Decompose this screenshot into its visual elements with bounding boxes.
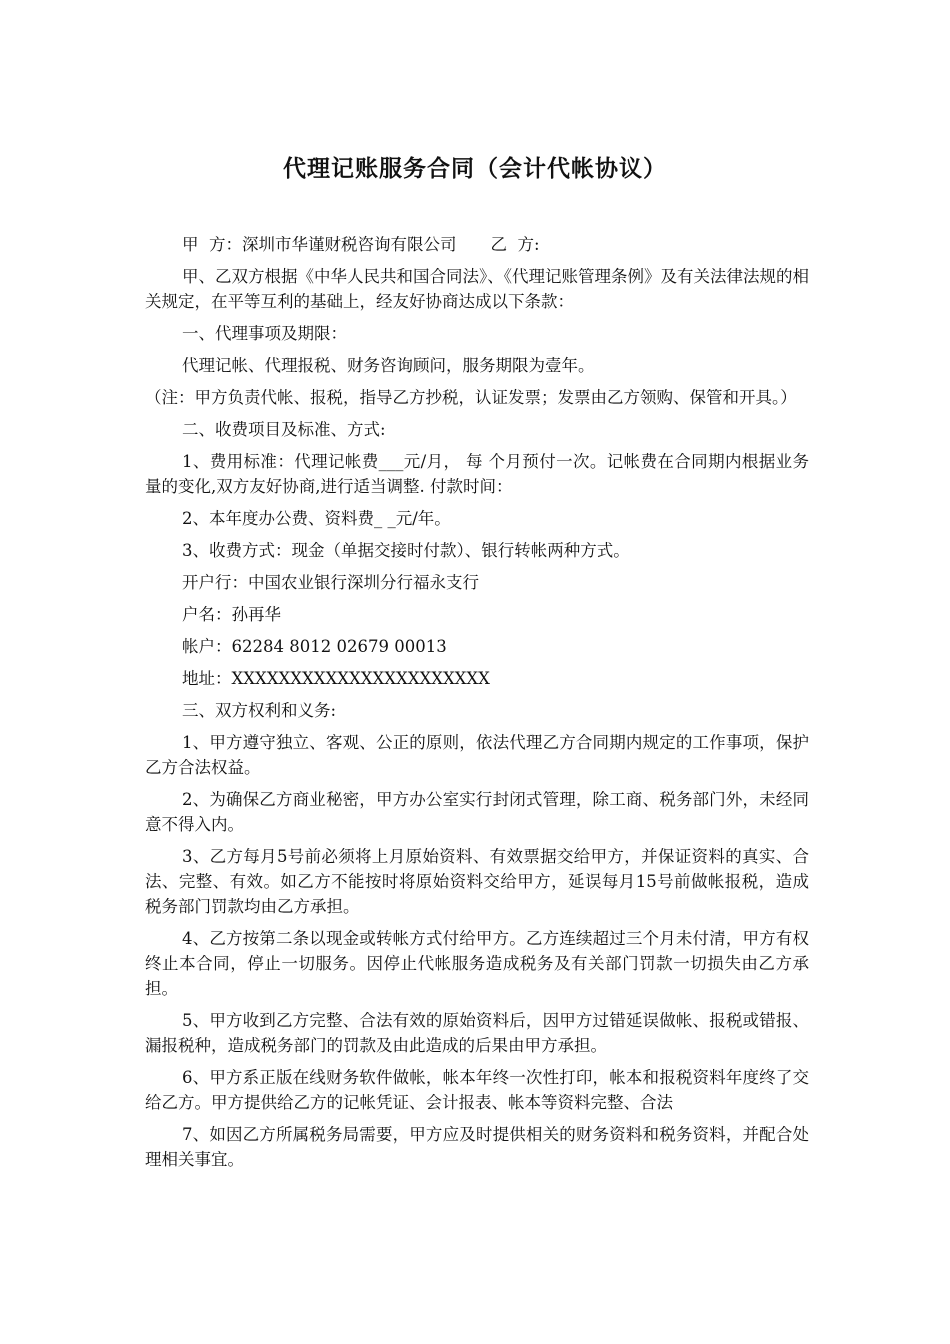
account-number: 帐户：62284 8012 02679 00013 bbox=[182, 637, 447, 656]
section2-item2: 2、本年度办公费、资料费_ _元/年。 bbox=[182, 509, 451, 528]
section2-item3: 3、收费方式：现金（单据交接时付款）、银行转帐两种方式。 bbox=[182, 541, 630, 560]
section3-item3: 3、乙方每月5号前必须将上月原始资料、有效票据交给甲方，并保证资料的真实、合法、完整、有效。如乙方不能按时将原始资料交给甲方，延误每月15号前做帐报税，造成税务部门罚款均由乙方承担。 bbox=[145, 847, 809, 916]
party-b: 乙 方: bbox=[490, 235, 540, 254]
section3-heading: 三、双方权利和义务: bbox=[182, 701, 337, 720]
section3-item6: 6、甲方系正版在线财务软件做帐，帐本年终一次性打印，帐本和报税资料年度终了交给乙方。甲方提供给乙方的记帐凭证、会计报表、帐本等资料完整、合法 bbox=[145, 1068, 809, 1112]
section3-item7: 7、如因乙方所属税务局需要，甲方应及时提供相关的财务资料和税务资料，并配合处理相关事宜。 bbox=[145, 1125, 809, 1169]
party-a: 甲 方：深圳市华谨财税咨询有限公司 bbox=[182, 235, 457, 254]
account-name: 户名：孙再华 bbox=[182, 605, 281, 624]
section1-heading: 一、代理事项及期限： bbox=[182, 324, 347, 343]
parties-line bbox=[145, 232, 809, 257]
document-title: 代理记账服务合同（会计代帐协议） bbox=[283, 156, 667, 182]
intro-paragraph: 甲、乙双方根据《中华人民共和国合同法》、《代理记账管理条例》及有关法律法规的相关规定，在平等互利的基础上，经友好协商达成以下条款： bbox=[145, 267, 809, 311]
contract-body bbox=[145, 232, 809, 1179]
section1-note: （注：甲方负责代帐、报税，指导乙方抄税，认证发票；发票由乙方领购、保管和开具。） bbox=[145, 388, 797, 407]
section1-body: 代理记帐、代理报税、财务咨询顾问，服务期限为壹年。 bbox=[182, 356, 595, 375]
section3-item1: 1、甲方遵守独立、客观、公正的原则，依法代理乙方合同期内规定的工作事项，保护乙方合法权益。 bbox=[145, 733, 809, 777]
section3-item4: 4、乙方按第二条以现金或转帐方式付给甲方。乙方连续超过三个月未付清，甲方有权终止本合同，停止一切服务。因停止代帐服务造成税务及有关部门罚款一切损失由乙方承担。 bbox=[145, 929, 809, 998]
bank-address: 地址：XXXXXXXXXXXXXXXXXXXXXX bbox=[182, 669, 490, 688]
section2-heading: 二、收费项目及标准、方式: bbox=[182, 420, 386, 439]
section2-item1: 1、费用标准：代理记帐费___元/月， 每 个月预付一次。记帐费在合同期内根据业务量的变化,双方友好协商,进行适当调整. 付款时间： bbox=[145, 452, 809, 496]
section3-item2: 2、为确保乙方商业秘密，甲方办公室实行封闭式管理，除工商、税务部门外，未经同意不得入内。 bbox=[145, 790, 809, 834]
bank-name: 开户行：中国农业银行深圳分行福永支行 bbox=[182, 573, 479, 592]
section3-item5: 5、甲方收到乙方完整、合法有效的原始资料后，因甲方过错延误做帐、报税或错报、漏报税种，造成税务部门的罚款及由此造成的后果由甲方承担。 bbox=[145, 1011, 809, 1055]
